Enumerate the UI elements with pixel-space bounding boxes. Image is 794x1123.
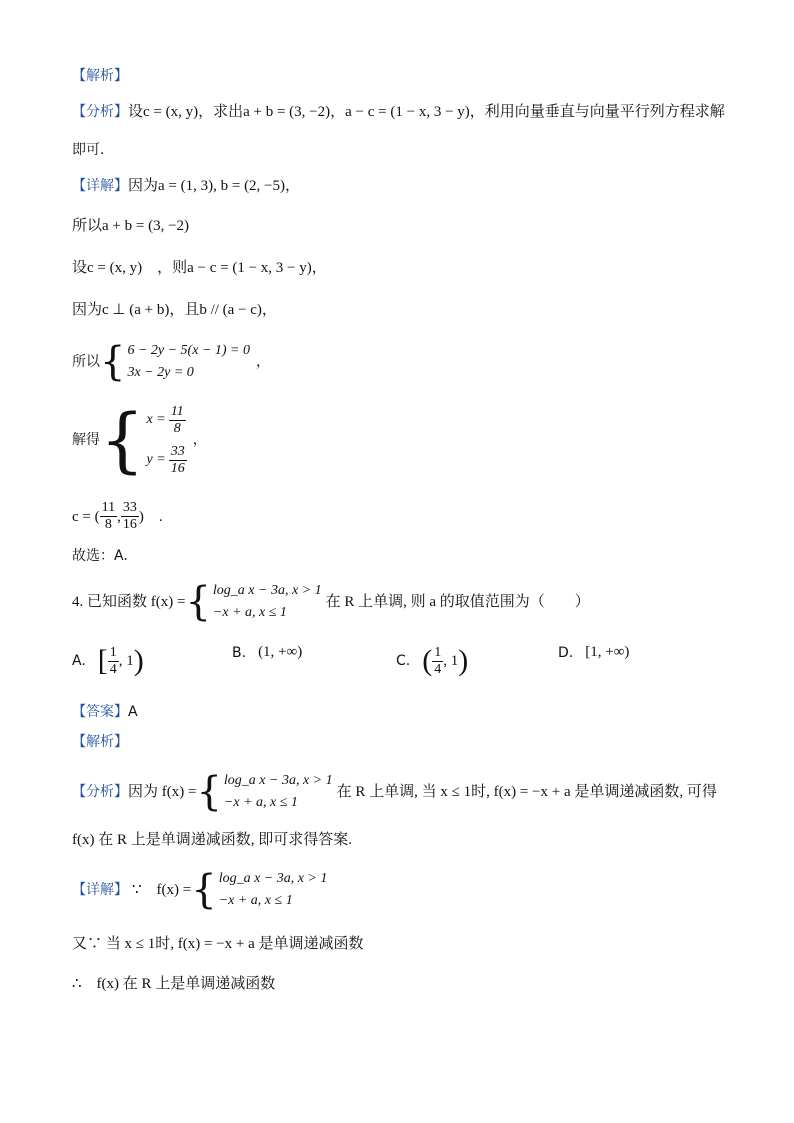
fraction-denominator: 16: [122, 517, 137, 532]
option-b-label: B.: [232, 644, 247, 661]
analysis-2-line: [72, 770, 717, 814]
piece-2: −x + a, x ≤ 1: [223, 795, 298, 810]
condition-line: 因为c ⊥ (a + b)，且b // (a − c)，: [72, 302, 277, 318]
fraction-denominator: 8: [173, 420, 181, 436]
bracket-open: (: [422, 644, 433, 677]
left-brace-icon: {: [100, 339, 126, 385]
left-brace-icon: {: [196, 769, 222, 815]
vector-c-x: [100, 500, 117, 533]
piecewise-brace: [185, 580, 321, 624]
piece-1: log_a x − 3a, x > 1: [218, 871, 328, 886]
vector-c-y: [121, 500, 139, 533]
question-4-suffix: 在 R 上单调, 则 a 的取值范围为（ ）: [325, 594, 590, 610]
system-prefix: 所以: [72, 354, 100, 370]
analysis-text: 设c = (x, y)，求出a + b = (3, −2)，a − c = (1 − x, 3 − y)，利用向量垂直与向量平行列方程求解: [128, 104, 725, 120]
answer-value: A: [128, 704, 138, 720]
equation-1: 6 − 2y − 5(x − 1) = 0: [127, 343, 250, 358]
choice-line: 故选：A.: [72, 548, 128, 564]
analysis-continuation: 即可.: [72, 142, 105, 158]
bracket-close: ): [133, 644, 144, 677]
solution-x: [147, 400, 187, 440]
therefore-line: ∴ f(x) 在 R 上是单调递减函数: [72, 976, 276, 992]
analysis-line: [72, 102, 725, 122]
option-c-rest: , 1: [443, 652, 459, 669]
piece-1: log_a x − 3a, x > 1: [212, 583, 322, 598]
additional-line: 又∵ 当 x ≤ 1时, f(x) = −x + a 是单调递减函数: [72, 936, 364, 952]
solution-y-label: y =: [146, 452, 166, 467]
solution-y-fraction: [169, 444, 187, 477]
left-brace-icon: {: [191, 867, 217, 913]
analysis-2-continuation: f(x) 在 R 上是单调递减函数, 即可求得答案.: [72, 832, 352, 848]
detail-2-heading: 【详解】: [72, 882, 128, 898]
solution-x-label: x =: [146, 412, 166, 427]
piecewise-brace: [191, 868, 327, 912]
fraction-numerator: 33: [122, 500, 137, 515]
option-c[interactable]: [396, 644, 468, 678]
vector-c-result: c = ( $\frac{11}{8}$ , $\frac{33}{16}$ ) .: [72, 500, 163, 532]
fraction-denominator: 8: [104, 517, 112, 532]
fraction-numerator: 1: [109, 644, 117, 660]
fraction-numerator: 11: [101, 500, 116, 515]
set-c-line: 设c = (x, y) ，则a − c = (1 − x, 3 − y)，: [72, 260, 327, 276]
analysis-2-heading: 【分析】: [72, 784, 128, 800]
fraction-numerator: 33: [170, 443, 185, 459]
solution-suffix: ，: [192, 432, 207, 448]
fraction-numerator: 11: [170, 403, 184, 419]
vector-c-suffix: ) .: [138, 508, 163, 525]
option-d-text: [1, +∞): [585, 644, 630, 660]
equation-2: 3x − 2y = 0: [127, 365, 194, 380]
option-d-label: D.: [558, 644, 574, 661]
solution-x-fraction: [169, 404, 186, 437]
piece-2: −x + a, x ≤ 1: [218, 893, 293, 908]
option-b-text: (1, +∞): [258, 644, 303, 660]
jiexi-heading: 【解析】: [72, 68, 128, 84]
analysis-2-suffix: 在 R 上单调, 当 x ≤ 1时, f(x) = −x + a 是单调递减函数, 可得: [336, 784, 717, 800]
jiexi-heading-2: 【解析】: [72, 734, 128, 750]
option-a[interactable]: [72, 644, 144, 678]
vector-c-prefix: c = (: [72, 508, 100, 525]
option-a-rest: , 1: [118, 652, 134, 669]
analysis-heading: 【分析】: [72, 104, 128, 120]
option-c-label: C.: [396, 653, 411, 669]
system-equations: [72, 340, 270, 384]
option-c-fraction: [432, 645, 443, 678]
fraction-denominator: 4: [109, 661, 117, 677]
option-a-label: A.: [72, 653, 86, 669]
detail-2-prefix: ∵ f(x) =: [132, 882, 192, 898]
analysis-2-prefix: 因为 f(x) =: [128, 784, 197, 800]
detail-line: [72, 176, 300, 196]
detail-2-line: [72, 868, 327, 912]
answer-line: [72, 702, 138, 722]
piecewise-brace: [196, 770, 332, 814]
answer-heading: 【答案】: [72, 704, 128, 720]
bracket-close: ): [458, 644, 469, 677]
piece-1: log_a x − 3a, x > 1: [223, 773, 333, 788]
option-b[interactable]: [232, 644, 302, 661]
fraction-denominator: 4: [434, 661, 442, 677]
solution-block: [72, 400, 207, 480]
solution-prefix: 解得: [72, 432, 100, 448]
system-brace: [100, 340, 250, 384]
left-brace-icon: {: [185, 579, 211, 625]
solution-brace: [100, 400, 187, 480]
fraction-denominator: 16: [170, 460, 185, 476]
option-a-fraction: [108, 645, 119, 678]
left-brace-icon: {: [100, 399, 145, 481]
question-4-stem: [72, 580, 590, 624]
piece-2: −x + a, x ≤ 1: [212, 605, 287, 620]
option-d[interactable]: [558, 644, 629, 661]
fraction-numerator: 1: [434, 644, 442, 660]
question-4-prefix: 4. 已知函数 f(x) =: [72, 594, 186, 610]
system-suffix: ，: [256, 354, 270, 370]
solution-y: [147, 440, 187, 480]
detail-heading: 【详解】: [72, 178, 128, 194]
sum-line: 所以a + b = (3, −2): [72, 218, 190, 234]
bracket-open: [: [97, 644, 108, 677]
detail-text: 因为a = (1, 3), b = (2, −5)，: [128, 178, 301, 194]
